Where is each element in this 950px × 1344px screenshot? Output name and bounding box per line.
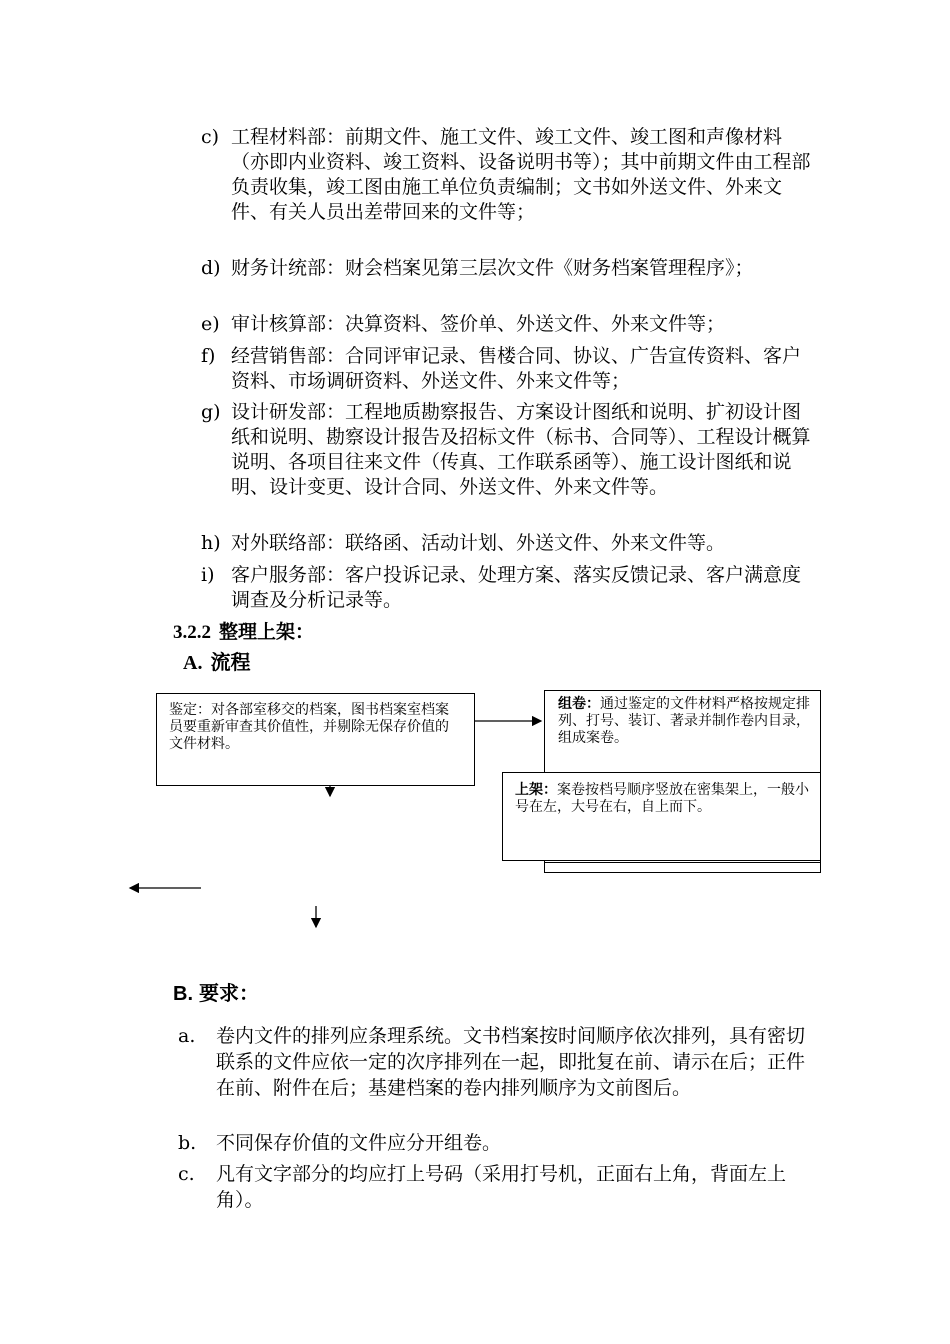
flow-box-shelve-text: 案卷按档号顺序竖放在密集架上，一般小号在左，大号在右，自上而下。 <box>515 782 809 815</box>
requirements-heading <box>173 980 259 1007</box>
requirement-marker: c. <box>178 1163 195 1185</box>
list-text: 财务计统部：财会档案见第三层次文件《财务档案管理程序》； <box>231 257 754 279</box>
requirements-heading-letter: B. <box>173 983 193 1005</box>
list-text: 经营销售部：合同评审记录、售楼合同、协议、广告宣传资料、客户资料、市场调研资料、外送文件、外来文件等； <box>231 345 802 392</box>
requirement-text: 凡有文字部分的均应打上号码（采用打号机，正面右上角，背面左上角）。 <box>216 1163 787 1211</box>
requirement-marker: a. <box>178 1025 196 1047</box>
requirement-marker: b. <box>178 1132 197 1154</box>
list-text: 对外联络部：联络函、活动计划、外送文件、外来文件等。 <box>231 532 726 554</box>
requirement-b <box>178 1130 818 1156</box>
list-marker: e) <box>201 313 220 335</box>
requirement-text: 卷内文件的排列应条理系统。文书档案按时间顺序依次排列，具有密切联系的文件应依一定的次序排列在一起，即批复在前、请示在后；正件在前、附件在后；基建档案的卷内排列顺序为文前图后。 <box>216 1025 806 1099</box>
flow-heading-letter: A. <box>183 652 203 674</box>
list-text: 设计研发部：工程地质勘察报告、方案设计图纸和说明、扩初设计图纸和说明、勘察设计报告及招标文件（标书、合同等）、工程设计概算说明、各项目往来文件（传真、工作联系函等）、施工设计图纸和说明、设计变更、设计合同、外送文件、外来文件等。 <box>231 401 811 498</box>
list-marker: f) <box>201 345 216 367</box>
flow-box-appraisal-text: 鉴定：对各部室移交的档案，图书档案室档案员要重新审查其价值性，并剔除无保存价值的文件材料。 <box>169 702 449 752</box>
flow-box-assemble-text: 通过鉴定的文件材料严格按规定排列、打号、装订、著录并制作卷内目录，组成案卷。 <box>558 696 810 746</box>
requirement-text: 不同保存价值的文件应分开组卷。 <box>216 1132 502 1154</box>
list-marker: i) <box>201 564 215 586</box>
list-marker: g) <box>201 401 221 423</box>
flow-box-shelve-label: 上架： <box>515 782 557 798</box>
requirement-c <box>178 1161 818 1213</box>
flow-box-assemble-label: 组卷： <box>558 696 600 712</box>
list-marker: h) <box>201 532 221 554</box>
section-title: 整理上架： <box>219 621 315 643</box>
list-text: 客户服务部：客户投诉记录、处理方案、落实反馈记录、客户满意度调查及分析记录等。 <box>231 564 802 611</box>
flow-heading-text: 流程 <box>210 650 251 674</box>
requirement-a <box>178 1023 818 1101</box>
list-text: 审计核算部：决算资料、签价单、外送文件、外来文件等； <box>231 313 726 335</box>
section-number: 3.2.2 <box>173 622 211 643</box>
list-marker: d) <box>201 257 221 279</box>
list-marker: c) <box>201 126 220 148</box>
list-text: 工程材料部：前期文件、施工文件、竣工文件、竣工图和声像材料（亦即内业资料、竣工资料、设备说明书等）；其中前期文件由工程部负责收集，竣工图由施工单位负责编制；文书如外送文件、外来文件、有关人员出差带回来的文件等； <box>231 126 811 223</box>
requirements-heading-text: 要求： <box>199 981 259 1005</box>
